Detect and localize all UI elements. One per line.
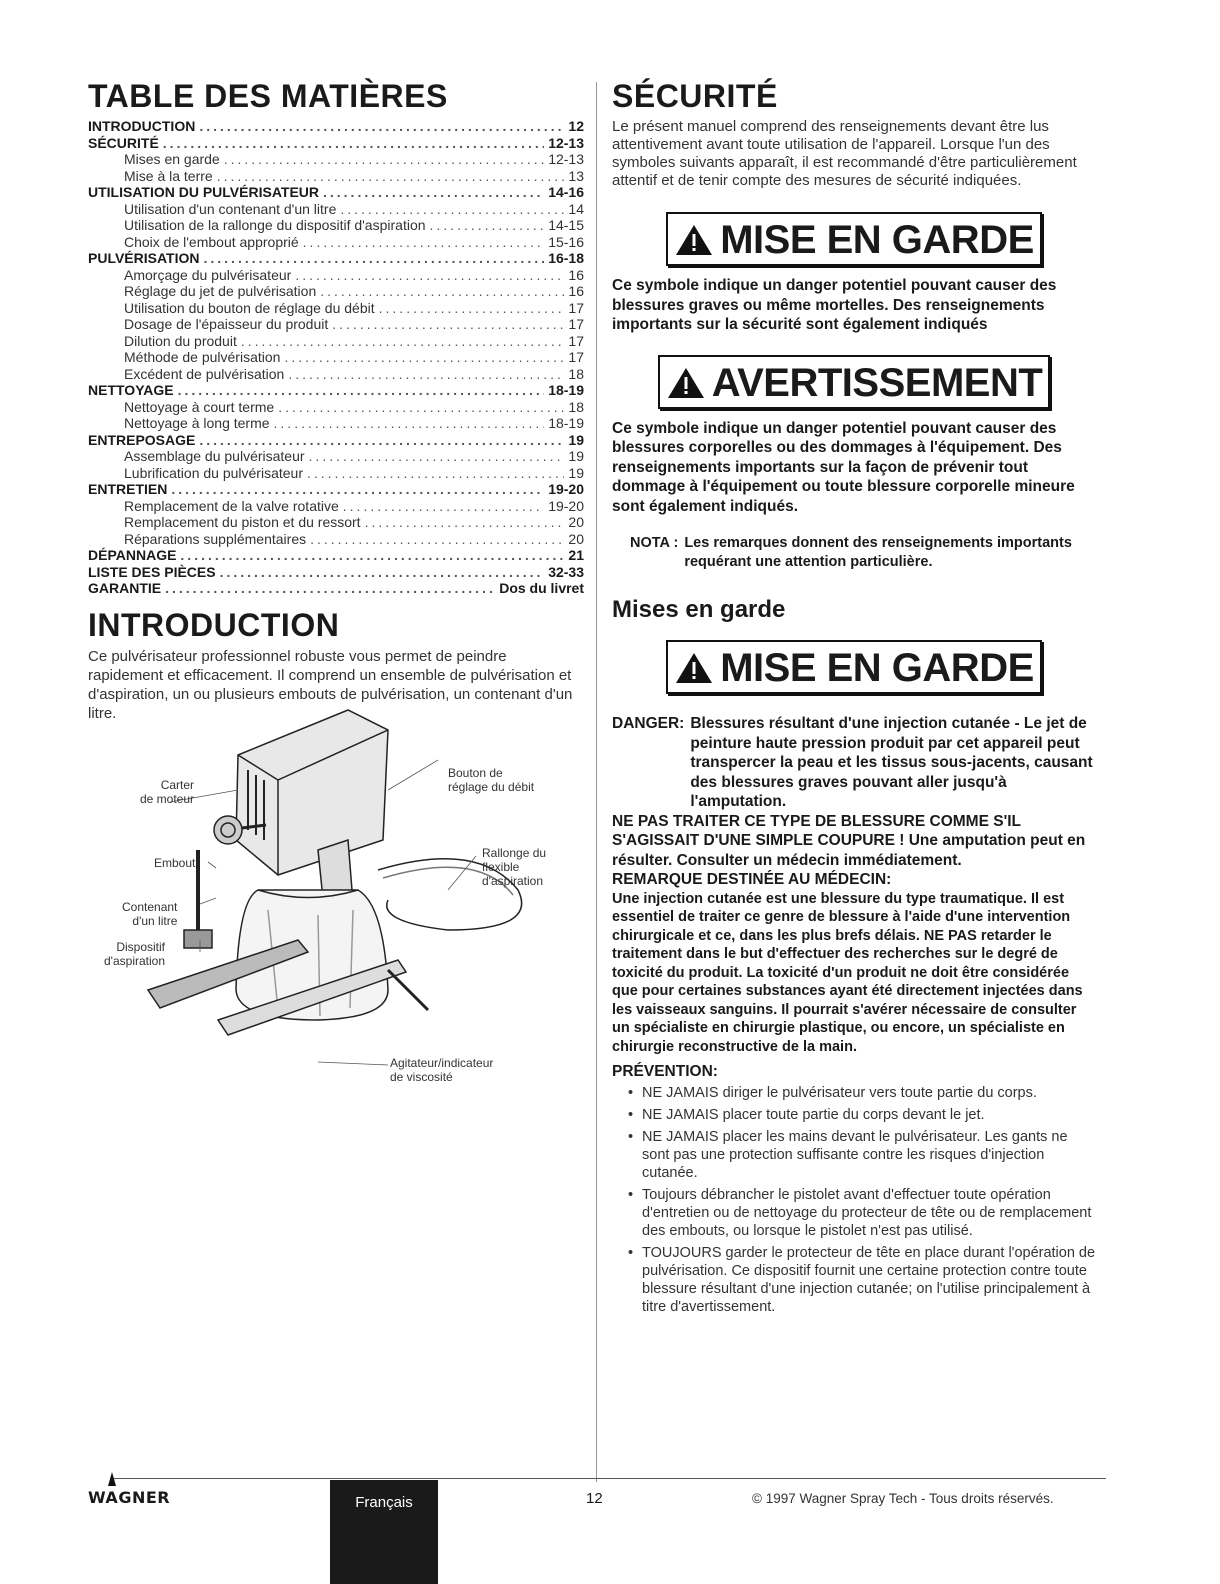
toc-entry [88, 564, 584, 581]
toc-entry-page: 19-20 [548, 481, 584, 497]
toc-leader-dots [309, 448, 565, 465]
toc-leader-dots [199, 118, 564, 135]
page-number: 12 [586, 1490, 603, 1507]
toc-entry-title: Méthode de pulvérisation [124, 349, 281, 365]
toc-entry [88, 184, 584, 201]
toc-leader-dots [199, 432, 564, 449]
warning1-text: Ce symbole indique un danger potentiel pouvant causer des blessures graves ou même mortelles. Des renseignements importants sur la sécurité sont également indiqués [612, 277, 1057, 333]
toc-entry-page: 19-20 [548, 497, 584, 514]
toc-entry-title: Utilisation de la rallonge du dispositif d'aspiration [124, 217, 426, 233]
introduction-title: INTRODUCTION [88, 606, 340, 643]
warning2-text: Ce symbole indique un danger potentiel pouvant causer des blessures corporelles ou des dommages à l'équipement. Des renseignements importants sur la façon de prévenir tout dommage à l'équipement ou toute blessure corporelle mineure sont également indiqués. [612, 419, 1075, 515]
danger-text: Blessures résultant d'une injection cutanée - Le jet de peinture haute pression produit par cet appareil peut transpercer la peau et les tissus sous-jacents, causant des blessures graves pouvant aller jusqu'à l'amputation. [690, 715, 1093, 810]
logo-mark-icon [108, 1472, 116, 1486]
label-bouton: Bouton de réglage du débit [448, 766, 535, 794]
toc-entry-title: INTRODUCTION [88, 118, 196, 134]
toc-entry-title: Amorçage du pulvérisateur [124, 266, 292, 283]
label-embout: Embout [154, 856, 196, 870]
toc-leader-dots [340, 201, 564, 218]
toc-leader-dots [288, 366, 564, 383]
warning-box-label: MISE EN GARDE [720, 218, 1034, 262]
toc-leader-dots [274, 415, 545, 432]
toc-leader-dots [303, 234, 545, 251]
toc-entry-title: Nettoyage à long terme [124, 415, 270, 431]
toc-entry [88, 514, 584, 531]
toc-entry [88, 300, 584, 317]
securite-title: SÉCURITÉ [612, 78, 778, 114]
toc-entry-page: 12-13 [548, 134, 584, 151]
toc-leader-dots [178, 382, 545, 399]
nota [630, 534, 1096, 572]
toc-entry [88, 283, 584, 300]
toc-entry [88, 399, 584, 416]
toc-leader-dots [365, 514, 565, 531]
list-item: • NE JAMAIS diriger le pulvérisateur vers toute partie du corps. [628, 1084, 1096, 1102]
toc-entry-title: Lubrification du pulvérisateur [124, 464, 303, 481]
toc-entry-page: Dos du livret [499, 580, 584, 596]
toc-leader-dots [307, 465, 564, 482]
warning-box-label: MISE EN GARDE [720, 646, 1034, 690]
toc-title: TABLE DES MATIÈRES [88, 78, 448, 114]
toc-entry [88, 547, 584, 564]
toc-entry-page: 17 [568, 349, 584, 365]
toc-entry-page: 16 [568, 266, 584, 283]
toc-leader-dots [180, 547, 564, 564]
toc-entry-page: 13 [568, 167, 584, 184]
toc-entry-title: Réparations supplémentaires [124, 530, 307, 547]
toc-entry-title: ENTRETIEN [88, 481, 168, 497]
nota-key: NOTA : [630, 535, 679, 551]
warning-box-avertissement [658, 355, 1051, 409]
label-carter: Carter de moteur [140, 778, 195, 806]
toc-entry-title: ENTREPOSAGE [88, 431, 196, 448]
toc-entry-title: UTILISATION DU PULVÉRISATEUR [88, 184, 319, 200]
toc-entry-page: 17 [568, 332, 584, 349]
toc-entry-page: 19 [568, 464, 584, 481]
prevention-list [612, 1084, 1096, 1316]
toc-leader-dots [379, 300, 565, 317]
toc-entry-title: PULVÉRISATION [88, 250, 200, 266]
toc-entry-page: 19 [568, 431, 584, 448]
toc-entry-page: 14 [568, 200, 584, 217]
toc-entry [88, 201, 584, 218]
toc-entry-page: 14-15 [548, 217, 584, 233]
label-dispositif: Dispositif d'aspiration [104, 940, 165, 968]
remarque-title: REMARQUE DESTINÉE AU MÉDECIN: [612, 871, 892, 888]
toc-entry-title: Utilisation du bouton de réglage du débit [124, 299, 375, 316]
remarque-text: Une injection cutanée est une blessure du type traumatique. Il est essentiel de traiter ce genre de blessure à l'aide d'une intervention chirurgicale et ce, dans les plus brefs délais. NE PAS retarder le traitement dans le but d'effectuer des recherches sur le degré de toxicité du produit. La toxicité d'un produit ne doit être considérée que pour certaines substances ayant été directement injectées dans les vaisseaux sanguins. Il pourrait s'avérer nécessaire de consulter un spécialiste en chirurgie plastique, ou encore, un spécialiste en chirurgie reconstructive de la main. [612, 890, 1083, 1055]
toc-entry-title: Dosage de l'épaisseur du produit [124, 316, 329, 332]
toc-leader-dots [343, 498, 544, 515]
warning-triangle-icon [674, 223, 714, 257]
toc-entry-title: NETTOYAGE [88, 382, 174, 398]
toc-entry-page: 18 [568, 365, 584, 382]
toc-entry [88, 250, 584, 267]
list-item: • TOUJOURS garder le protecteur de tête en place durant l'opération de pulvérisation. Ce dispositif fournit une certaine protection contre toute blessure résultant d'une injection cutanée; on l'utilise principalement à titre d'avertissement. [628, 1244, 1096, 1316]
toc-leader-dots [224, 151, 544, 168]
toc-entry-title: Assemblage du pulvérisateur [124, 448, 305, 464]
toc-entry-page: 17 [568, 299, 584, 316]
toc-leader-dots [332, 316, 564, 333]
wagner-logo: WAGNER [88, 1488, 170, 1507]
toc-entry-title: GARANTIE [88, 580, 162, 596]
toc-entry [88, 234, 584, 251]
label-contenant: Contenant d'un litre [122, 900, 178, 928]
toc-leader-dots [295, 267, 564, 284]
language-tab: Français [330, 1480, 438, 1584]
warning-triangle-icon [666, 366, 706, 400]
toc-entry [88, 366, 584, 383]
toc-entry-title: Réglage du jet de pulvérisation [124, 283, 317, 299]
toc-entry-title: Utilisation d'un contenant d'un litre [124, 200, 337, 217]
toc-leader-dots [163, 135, 544, 152]
toc-entry [88, 498, 584, 515]
toc-entry-page: 32-33 [548, 563, 584, 580]
footer-rule [110, 1478, 1106, 1479]
label-agitateur: Agitateur/indicateur de viscosité [390, 1056, 494, 1084]
toc-entry-title: Mises en garde [124, 151, 220, 167]
toc-entry [88, 531, 584, 548]
table-of-contents [88, 118, 584, 597]
list-item: • NE JAMAIS placer les mains devant le pulvérisateur. Les gants ne sont pas une protection suffisante contre les risques d'injection cutanée. [628, 1128, 1096, 1182]
toc-entry-page: 16-18 [548, 250, 584, 266]
danger-block [612, 714, 1096, 812]
toc-leader-dots [241, 333, 565, 350]
toc-leader-dots [284, 349, 564, 366]
label-rallonge: Rallonge du flexible d'aspiration [482, 846, 547, 888]
copyright: © 1997 Wagner Spray Tech - Tous droits réservés. [752, 1491, 1054, 1506]
toc-entry [88, 415, 584, 432]
toc-entry-page: 18-19 [548, 382, 584, 398]
toc-entry [88, 382, 584, 399]
toc-entry-page: 18-19 [548, 415, 584, 431]
toc-entry-page: 17 [568, 316, 584, 332]
prevention-title: PRÉVENTION: [612, 1063, 718, 1080]
mises-title: Mises en garde [612, 596, 786, 623]
toc-entry [88, 481, 584, 498]
toc-leader-dots [320, 283, 564, 300]
warning-box-mise-en-garde [666, 212, 1042, 266]
toc-entry-title: Remplacement du piston et du ressort [124, 514, 361, 530]
toc-entry [88, 217, 584, 234]
toc-entry-title: Nettoyage à court terme [124, 398, 275, 415]
toc-entry [88, 135, 584, 152]
ne-pas-traiter: NE PAS TRAITER CE TYPE DE BLESSURE COMME S'IL S'AGISSAIT D'UNE SIMPLE COUPURE ! Une amputation peut en résulter. Consulter un médecin immédiatement. [612, 812, 1086, 869]
toc-entry [88, 316, 584, 333]
toc-entry-page: 18 [568, 398, 584, 415]
toc-entry [88, 151, 584, 168]
toc-leader-dots [430, 217, 545, 234]
toc-leader-dots [171, 481, 544, 498]
column-divider [596, 82, 597, 1482]
toc-entry [88, 168, 584, 185]
toc-entry [88, 432, 584, 449]
toc-entry-page: 14-16 [548, 184, 584, 200]
toc-entry-title: Choix de l'embout approprié [124, 233, 299, 250]
toc-entry [88, 465, 584, 482]
securite-intro: Le présent manuel comprend des renseignements devant être lus attentivement avant toute utilisation de l'appareil. Lorsque l'un des symboles suivants apparaît, il est recommandé d'être particulièrement attentif et de tenir compte des mesures de sécurité indiquées. [612, 118, 1077, 189]
toc-entry [88, 267, 584, 284]
toc-leader-dots [204, 250, 545, 267]
toc-entry-page: 21 [568, 547, 584, 563]
toc-leader-dots [220, 564, 545, 581]
danger-key: DANGER: [612, 715, 685, 732]
toc-entry [88, 118, 584, 135]
list-item: • Toujours débrancher le pistolet avant d'effectuer toute opération d'entretien ou de nettoyage du protecteur de tête ou de remplacement des embouts, ou lorsque le pistolet n'est pas utilisé. [628, 1186, 1096, 1240]
toc-entry-page: 16 [568, 283, 584, 299]
toc-leader-dots [310, 531, 564, 548]
toc-entry-title: Mise à la terre [124, 167, 213, 184]
left-column [88, 78, 584, 723]
toc-entry-page: 15-16 [548, 233, 584, 250]
toc-entry [88, 349, 584, 366]
warning-box-label: AVERTISSEMENT [711, 360, 1043, 405]
right-column [612, 78, 1096, 1320]
toc-entry-title: LISTE DES PIÈCES [88, 563, 216, 580]
toc-entry-page: 12 [568, 118, 584, 134]
toc-leader-dots [278, 399, 564, 416]
toc-leader-dots [217, 168, 565, 185]
toc-entry-page: 20 [568, 514, 584, 530]
toc-entry-page: 12-13 [548, 151, 584, 167]
warning-box-mise-en-garde-2 [666, 640, 1042, 694]
sprayer-diagram [88, 690, 584, 1084]
toc-entry [88, 580, 584, 597]
toc-entry [88, 448, 584, 465]
toc-entry-title: Excédent de pulvérisation [124, 365, 285, 382]
nota-text: Les remarques donnent des renseignements importants requérant une attention particulière. [684, 535, 1072, 570]
list-item: • NE JAMAIS placer toute partie du corps devant le jet. [628, 1106, 1096, 1124]
toc-entry-page: 19 [568, 448, 584, 464]
toc-entry-page: 20 [568, 530, 584, 547]
introduction-text: Ce pulvérisateur professionnel robuste vous permet de peindre rapidement et efficacement. Il comprend un ensemble de pulvérisation et d'aspiration, un ou plusieurs embouts de pulvérisation, un contenant d'un litre. [88, 647, 573, 722]
toc-entry-title: DÉPANNAGE [88, 547, 177, 563]
toc-leader-dots [165, 580, 495, 597]
warning-triangle-icon [674, 651, 714, 685]
toc-entry [88, 333, 584, 350]
toc-leader-dots [323, 184, 544, 201]
toc-entry-title: SÉCURITÉ [88, 134, 159, 151]
toc-entry-title: Dilution du produit [124, 332, 237, 349]
toc-entry-title: Remplacement de la valve rotative [124, 497, 339, 514]
